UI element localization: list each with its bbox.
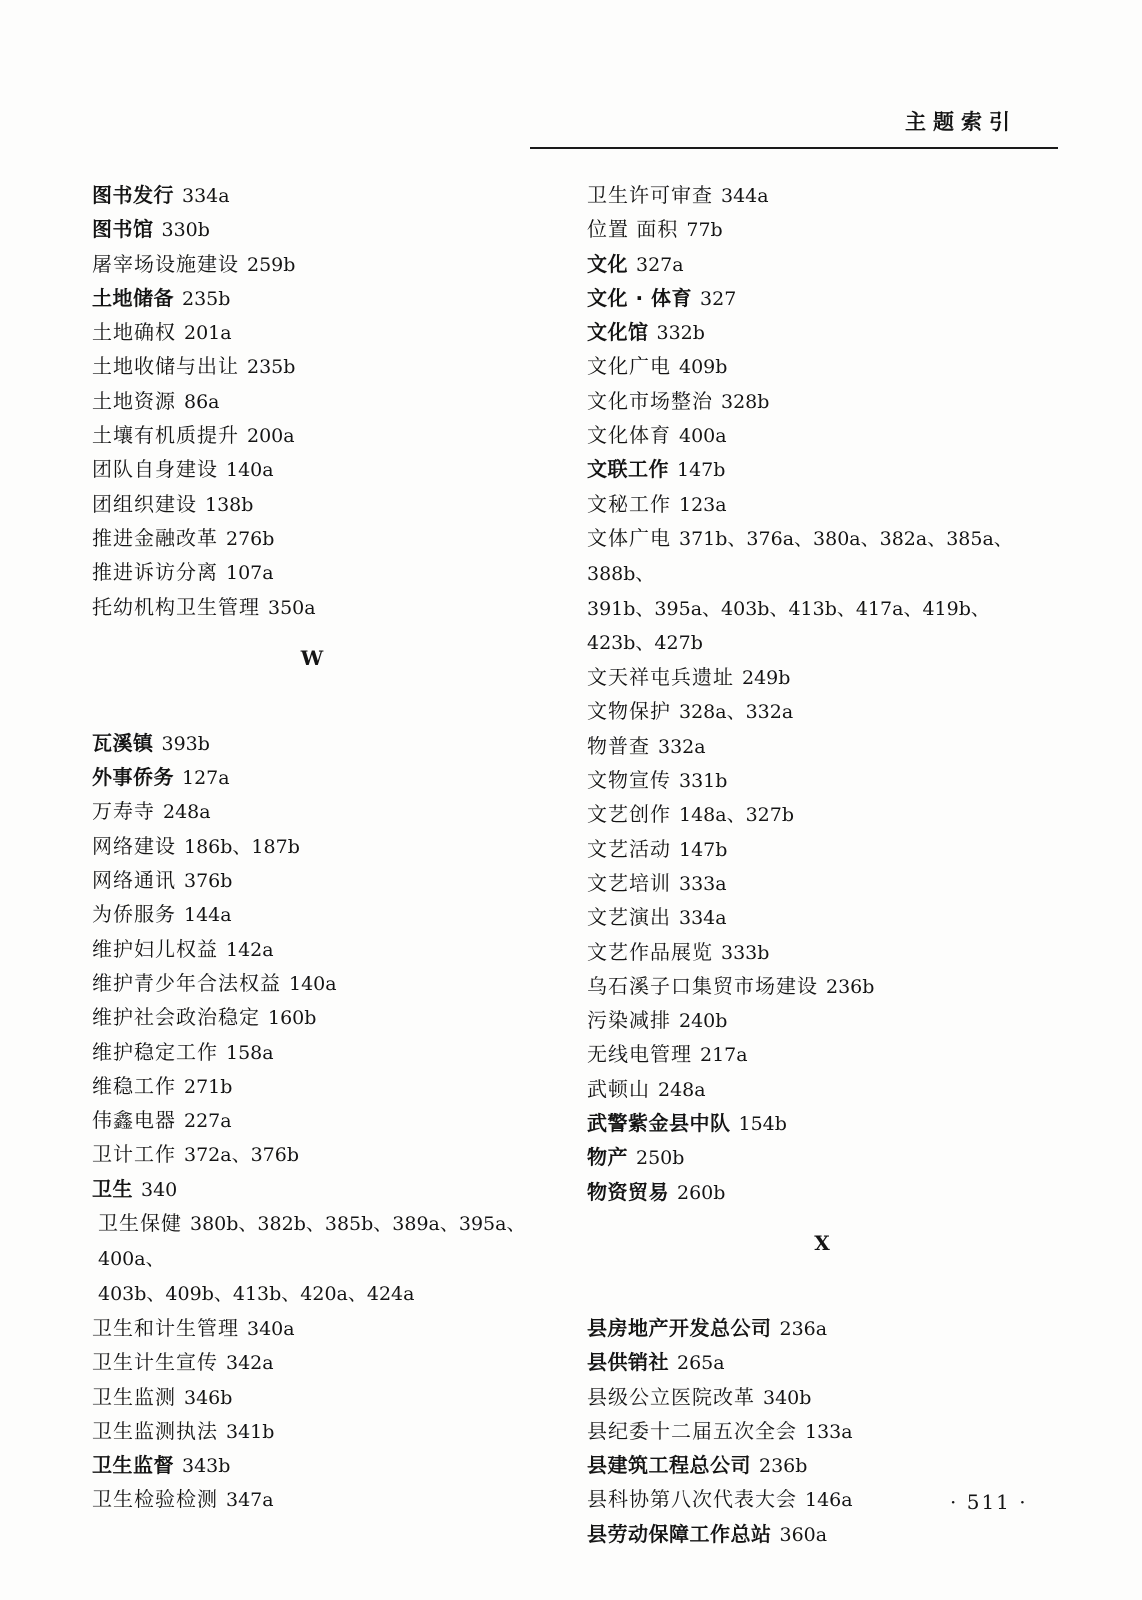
index-refs: 340b	[763, 1386, 812, 1409]
index-refs: 343b	[182, 1455, 231, 1478]
index-term: 乌石溪子口集贸市场建设	[587, 973, 818, 998]
index-term: 团队自身建设	[92, 457, 218, 482]
index-term: 卫生保健	[98, 1211, 182, 1236]
index-term: 土地收储与出让	[92, 354, 239, 379]
index-refs: 340a	[247, 1317, 295, 1340]
section-letter-x: X	[814, 1230, 830, 1255]
index-entry	[92, 829, 532, 863]
index-entry	[92, 794, 532, 828]
index-term: 土地确权	[92, 320, 176, 345]
index-entry	[92, 349, 532, 383]
index-term: 外事侨务	[92, 765, 174, 790]
index-term: 维护青少年合法权益	[92, 970, 281, 995]
index-entry	[587, 763, 1057, 797]
index-refs: 240b	[679, 1010, 728, 1033]
index-term: 文化体育	[587, 423, 671, 448]
index-refs: 260b	[677, 1181, 726, 1204]
index-entry	[587, 660, 1057, 694]
index-entry-wrapped	[92, 1206, 532, 1311]
index-term: 网络建设	[92, 833, 176, 858]
index-term: 图书馆	[92, 217, 154, 242]
index-refs: 186b、187b	[184, 835, 300, 858]
index-entry	[587, 729, 1057, 763]
index-term: 卫生和计生管理	[92, 1315, 239, 1340]
index-term: 伟鑫电器	[92, 1108, 176, 1133]
index-entry	[587, 349, 1057, 383]
header-rule	[530, 147, 1058, 149]
index-refs: 333a	[679, 872, 727, 895]
index-refs: 147b	[677, 459, 726, 482]
index-term: 武警紫金县中队	[587, 1111, 731, 1136]
index-term: 卫生计生宣传	[92, 1350, 218, 1375]
index-entry	[587, 969, 1057, 1003]
index-term: 维护社会政治稳定	[92, 1005, 260, 1030]
index-refs: 250b	[636, 1147, 685, 1170]
index-entry	[587, 1517, 1057, 1551]
index-entry	[92, 1172, 532, 1206]
index-entry	[587, 315, 1057, 349]
index-term: 文物保护	[587, 699, 671, 724]
index-refs: 146a	[805, 1489, 853, 1512]
index-refs: 236b	[826, 975, 875, 998]
index-entry	[92, 281, 532, 315]
index-term: 文化 · 体育	[587, 285, 693, 310]
index-term: 团组织建设	[92, 491, 197, 516]
index-entry	[587, 1140, 1057, 1174]
index-refs: 372a、376b	[184, 1144, 300, 1167]
index-entry	[92, 1103, 532, 1137]
index-term: 文艺演出	[587, 905, 671, 930]
index-entry	[92, 1000, 532, 1034]
index-refs: 227a	[184, 1110, 232, 1133]
index-term: 县劳动保障工作总站	[587, 1521, 772, 1546]
index-refs: 409b	[679, 356, 728, 379]
index-entry	[92, 932, 532, 966]
index-entry	[92, 247, 532, 281]
index-entry	[587, 1175, 1057, 1209]
index-term: 物产	[587, 1145, 628, 1170]
index-term: 文艺活动	[587, 836, 671, 861]
index-term: 土地储备	[92, 285, 174, 310]
index-refs: 347a	[226, 1489, 274, 1512]
index-refs: 154b	[738, 1113, 787, 1136]
index-entry	[587, 866, 1057, 900]
index-entry	[92, 315, 532, 349]
index-term: 万寿寺	[92, 799, 155, 824]
index-entry	[92, 1448, 532, 1482]
page-header-title: 主题索引	[905, 110, 1017, 134]
index-refs: 332a	[658, 735, 706, 758]
index-term: 卫生	[92, 1176, 133, 1201]
index-refs: 217a	[700, 1044, 748, 1067]
index-term: 文化广电	[587, 354, 671, 379]
index-term: 卫生监督	[92, 1453, 174, 1478]
index-term: 文化市场整治	[587, 388, 713, 413]
index-term: 武顿山	[587, 1076, 650, 1101]
index-entry	[92, 384, 532, 418]
index-entry	[92, 487, 532, 521]
index-term: 无线电管理	[587, 1042, 692, 1067]
index-term: 为侨服务	[92, 902, 176, 927]
index-refs: 360a	[779, 1523, 828, 1546]
right-group-3	[587, 1311, 1057, 1551]
index-refs: 334a	[182, 185, 230, 207]
index-entry	[92, 726, 532, 760]
index-refs: 133a	[805, 1420, 853, 1443]
index-term: 维护稳定工作	[92, 1039, 218, 1064]
index-entry	[92, 521, 532, 555]
index-entry	[587, 1003, 1057, 1037]
index-entry	[587, 384, 1057, 418]
index-refs: 138b	[205, 493, 254, 516]
index-term: 土壤有机质提升	[92, 423, 239, 448]
index-refs: 248a	[658, 1078, 706, 1101]
index-entry	[92, 966, 532, 1000]
index-entry	[92, 1137, 532, 1171]
index-refs: 236a	[779, 1317, 828, 1340]
index-term: 卫生许可审查	[587, 183, 713, 207]
index-refs: 147b	[679, 838, 728, 861]
index-refs: 160b	[268, 1007, 317, 1030]
index-refs: 249b	[742, 667, 791, 690]
index-entry	[587, 452, 1057, 486]
index-refs: 200a	[247, 425, 295, 448]
index-refs: 148a、327b	[679, 804, 795, 827]
index-entry	[92, 418, 532, 452]
index-refs: 380b、382b、385b、389a、395a、400a、	[98, 1213, 526, 1271]
index-entry	[587, 178, 1057, 212]
index-term: 文天祥屯兵遗址	[587, 665, 734, 690]
index-entry	[587, 281, 1057, 315]
index-term: 物普查	[587, 733, 650, 758]
index-refs: 142a	[226, 938, 274, 961]
index-refs: 327	[700, 287, 737, 310]
index-entry	[92, 760, 532, 794]
index-refs: 330b	[161, 219, 210, 242]
index-refs: 144a	[184, 904, 232, 927]
index-refs: 400a	[679, 425, 727, 448]
index-refs: 235b	[182, 287, 231, 310]
index-refs: 77b	[686, 219, 723, 242]
index-term: 推进诉访分离	[92, 560, 218, 585]
index-refs: 158a	[226, 1041, 274, 1064]
index-term: 文物宣传	[587, 768, 671, 793]
index-entry	[92, 555, 532, 589]
index-refs: 328a、332a	[679, 701, 794, 724]
index-term: 文体广电	[587, 525, 671, 550]
index-refs: 140a	[226, 459, 274, 482]
index-refs: 107a	[226, 562, 274, 585]
index-refs: 393b	[161, 732, 210, 755]
index-term: 县房地产开发总公司	[587, 1315, 772, 1340]
index-entry	[587, 247, 1057, 281]
index-term: 卫生检验检测	[92, 1487, 218, 1512]
index-term: 托幼机构卫生管理	[92, 594, 260, 619]
index-entry	[587, 212, 1057, 246]
index-entry	[587, 418, 1057, 452]
index-refs: 235b	[247, 356, 296, 379]
index-entry	[587, 1106, 1057, 1140]
index-entry	[92, 178, 532, 212]
index-entry	[587, 1072, 1057, 1106]
index-refs: 123a	[679, 493, 727, 516]
index-entry	[587, 1037, 1057, 1071]
index-entry	[587, 694, 1057, 728]
index-refs: 333b	[721, 941, 770, 964]
index-column-right	[587, 178, 1057, 1551]
index-entry	[587, 832, 1057, 866]
index-term: 县科协第八次代表大会	[587, 1487, 797, 1512]
index-term: 县建筑工程总公司	[587, 1453, 751, 1478]
right-group-2	[587, 660, 1057, 1209]
index-refs: 86a	[184, 390, 220, 413]
index-term: 县纪委十二届五次全会	[587, 1418, 797, 1443]
page-number: · 511 ·	[950, 1490, 1028, 1514]
index-entry	[92, 1069, 532, 1103]
index-term: 卫计工作	[92, 1142, 176, 1167]
section-letter-w: W	[300, 645, 324, 670]
index-refs: 346b	[184, 1386, 233, 1409]
index-refs: 376b	[184, 870, 233, 893]
index-entry-wrapped	[587, 521, 1057, 660]
index-term: 物资贸易	[587, 1179, 669, 1204]
index-refs: 341b	[226, 1420, 275, 1443]
index-entry	[587, 900, 1057, 934]
index-entry	[92, 1380, 532, 1414]
index-term: 屠宰场设施建设	[92, 251, 239, 276]
index-refs: 248a	[163, 801, 211, 824]
index-term: 文秘工作	[587, 491, 671, 516]
index-entry	[92, 1345, 532, 1379]
index-refs: 344a	[721, 185, 769, 207]
index-refs: 140a	[289, 972, 337, 995]
index-entry	[587, 1448, 1057, 1482]
index-entry	[92, 897, 532, 931]
index-entry	[92, 590, 532, 624]
index-entry	[587, 1345, 1057, 1379]
index-refs: 328b	[721, 390, 770, 413]
index-term: 卫生监测	[92, 1384, 176, 1409]
index-entry	[92, 1311, 532, 1345]
index-term: 图书发行	[92, 183, 174, 207]
index-entry	[587, 935, 1057, 969]
left-group-1	[92, 178, 532, 624]
index-refs: 334a	[679, 907, 727, 930]
index-entry	[92, 212, 532, 246]
index-refs: 332b	[656, 322, 705, 345]
index-term: 瓦溪镇	[92, 730, 154, 755]
index-refs: 371b、376a、380a、382a、385a、388b、	[587, 527, 1013, 586]
index-term: 卫生监测执法	[92, 1418, 218, 1443]
index-entry	[92, 1482, 532, 1516]
index-refs: 331b	[679, 770, 728, 793]
index-entry	[587, 1311, 1057, 1345]
index-entry	[92, 1414, 532, 1448]
left-group-2	[92, 726, 532, 1206]
index-refs: 127a	[182, 767, 230, 790]
index-entry	[587, 1414, 1057, 1448]
index-refs: 271b	[184, 1075, 233, 1098]
index-entry	[92, 863, 532, 897]
index-refs-continued: 391b、395a、403b、413b、417a、419b、423b、427b	[587, 597, 990, 654]
right-group-1	[587, 178, 1057, 521]
index-entry	[587, 1380, 1057, 1414]
index-term: 文艺培训	[587, 870, 671, 895]
index-term: 文艺作品展览	[587, 939, 713, 964]
index-term: 文化馆	[587, 320, 649, 345]
index-term: 土地资源	[92, 388, 176, 413]
index-term: 文艺创作	[587, 802, 671, 827]
index-refs: 340	[141, 1178, 178, 1201]
index-refs: 350a	[268, 596, 316, 619]
index-entry	[587, 487, 1057, 521]
index-refs: 276b	[226, 527, 275, 550]
index-refs: 259b	[247, 253, 296, 276]
index-refs: 236b	[759, 1455, 808, 1478]
index-term: 位置 面积	[587, 217, 679, 242]
left-group-3	[92, 1311, 532, 1517]
index-column-left	[92, 178, 532, 1517]
index-term: 县供销社	[587, 1350, 669, 1375]
index-refs-continued: 403b、409b、413b、420a、424a	[98, 1282, 415, 1305]
index-entry	[92, 452, 532, 486]
index-term: 污染减排	[587, 1008, 671, 1033]
index-refs: 327a	[636, 253, 684, 276]
index-term: 文化	[587, 251, 628, 276]
index-refs: 265a	[677, 1352, 725, 1375]
index-refs: 201a	[184, 322, 232, 345]
index-term: 推进金融改革	[92, 525, 218, 550]
index-term: 县级公立医院改革	[587, 1384, 755, 1409]
index-term: 网络通讯	[92, 868, 176, 893]
index-term: 文联工作	[587, 457, 669, 482]
index-refs: 342a	[226, 1352, 274, 1375]
index-entry	[587, 797, 1057, 831]
index-term: 维稳工作	[92, 1073, 176, 1098]
index-entry	[92, 1035, 532, 1069]
index-term: 维护妇儿权益	[92, 936, 218, 961]
